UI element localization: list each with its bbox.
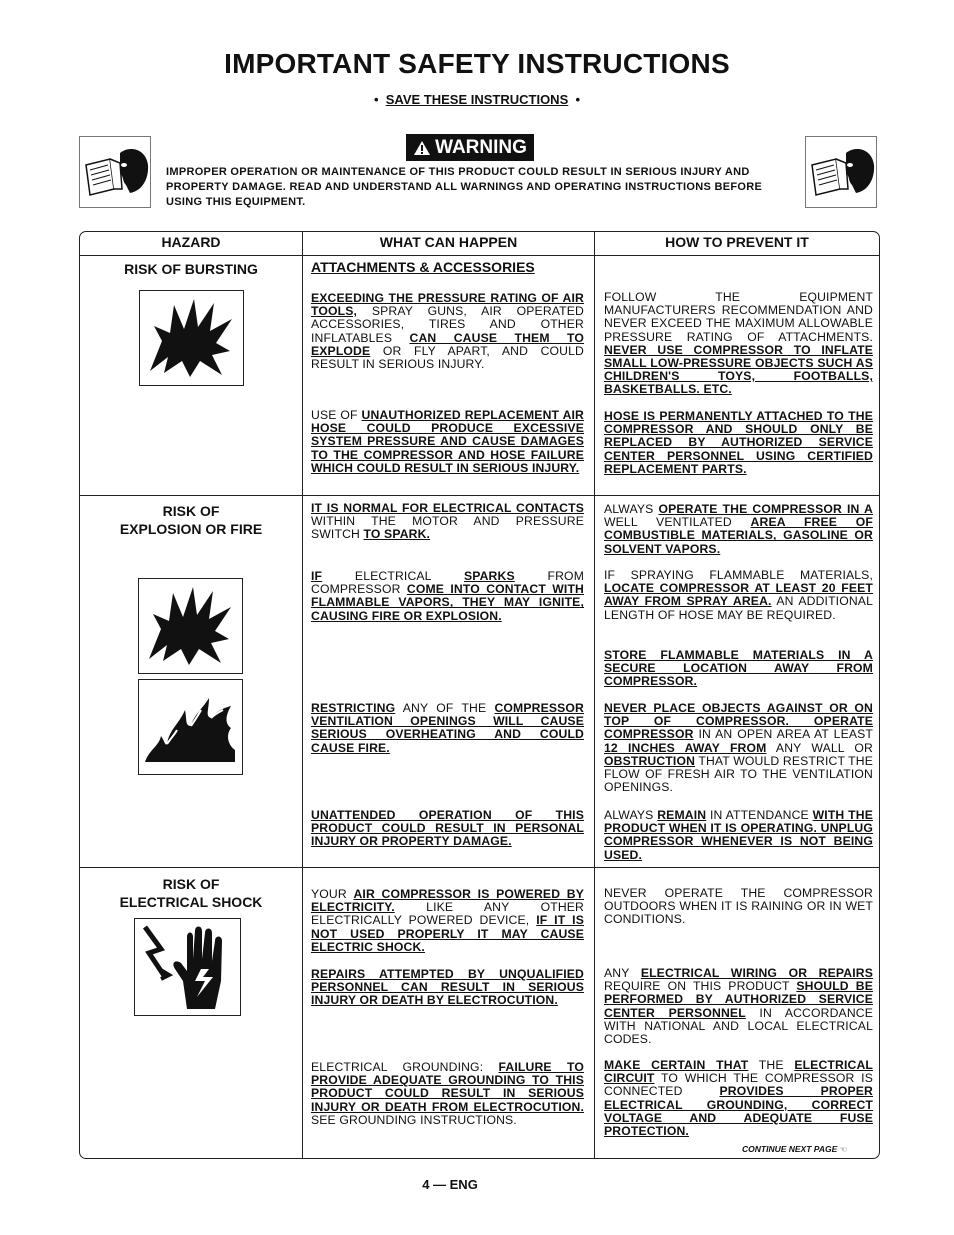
hazard-line: RISK OF [162, 876, 220, 892]
emphasis-text: UNAUTHORIZED REPLACEMENT AIR HOSE COULD PRODUCE EXCESSIVE SYSTEM PRESSURE AND CAUSE DAMAGES TO THE COMPRESSOR AND HOSE FAILURE WHICH COULD RESULT IN SERIOUS INJURY. [311, 408, 585, 475]
prevent-cell [604, 569, 873, 622]
header-divider [79, 255, 880, 256]
emphasis-text: FAILURE TO PROVIDE ADEQUATE GROUNDING TO THIS PRODUCT COULD RESULT IN SERIOUS INJURY OR DEATH FROM ELECTROCUTION. [311, 1060, 584, 1114]
emphasis-text: IF [311, 569, 323, 583]
header-hazard: HAZARD [161, 234, 221, 250]
bullet: • [373, 92, 379, 107]
emphasis-text: AIR COMPRESSOR IS POWERED BY ELECTRICITY. [311, 887, 584, 915]
page-number: 4 — ENG [422, 1177, 478, 1192]
happen-cell [311, 888, 584, 954]
explosion-icon [138, 578, 243, 674]
warning-badge [406, 134, 534, 161]
body-text: USE OF [311, 408, 362, 422]
body-text: WITHIN THE MOTOR AND PRESSURE SWITCH [311, 514, 584, 542]
hazard-line: RISK OF [162, 503, 220, 519]
hazard-line: EXPLOSION OR FIRE [119, 521, 263, 537]
body-text: OR FLY APART, AND COULD RESULT IN SERIOUS INJURY. [311, 343, 584, 372]
emphasis-text: OBSTRUCTION [604, 753, 696, 768]
emphasis-text: ELECTRICAL WIRING OR REPAIRS [640, 966, 873, 980]
warning-label: WARNING [435, 136, 527, 158]
emphasis-text: COMPRESSOR VENTILATION OPENINGS WILL CAUSE SERIOUS OVERHEATING AND COULD CAUSE FIRE. [311, 701, 584, 755]
read-manual-icon [79, 136, 151, 208]
read-manual-icon [805, 136, 877, 208]
body-text: ANY WALL OR [766, 740, 873, 755]
prevent-cell [604, 410, 873, 476]
prevent-cell [604, 702, 873, 794]
emphasis-text: CAN CAUSE THEM TO EXPLODE [311, 330, 585, 358]
body-text: THAT WOULD RESTRICT THE FLOW OF FRESH AIR TO THE VENTILATION OPENINGS. [604, 753, 873, 795]
pointing-hand-icon: ☜ [839, 1144, 848, 1154]
happen-cell [311, 809, 584, 849]
hazard-explosion-fire [80, 502, 302, 538]
explosion-icon [139, 290, 244, 386]
emphasis-text: REPAIRS ATTEMPTED BY UNQUALIFIED PERSONNEL CAN RESULT IN SERIOUS INJURY OR DEATH BY ELECTROCUTION. [311, 967, 584, 1008]
body-text: WELL VENTILATED [604, 515, 751, 530]
hazard-electrical-shock [80, 875, 302, 911]
prevent-cell [604, 1059, 873, 1138]
body-text: ANY [604, 966, 641, 980]
prevent-cell [604, 291, 873, 397]
happen-cell [311, 968, 584, 1008]
body-text: IN AN OPEN AREA AT LEAST [693, 727, 873, 742]
body-text: FROM COMPRESSOR [311, 569, 584, 597]
fire-icon [138, 679, 243, 775]
emphasis-text: OPERATE THE COMPRESSOR IN A [658, 502, 873, 516]
body-text: SPRAY GUNS, AIR OPERATED ACCESSORIES, TIRES AND OTHER INFLATABLES [311, 304, 584, 345]
happen-cell [311, 292, 584, 371]
hazard-line: ELECTRICAL SHOCK [119, 894, 263, 910]
emphasis-text: NEVER USE COMPRESSOR TO INFLATE SMALL LOW-PRESSURE OBJECTS SUCH AS CHILDREN'S TOYS, FOOTBALLS, BASKETBALLS. ETC. [604, 342, 873, 397]
body-text: FOLLOW THE EQUIPMENT MANUFACTURERS RECOMMENDATION AND NEVER EXCEED THE MAXIMUM ALLOWABLE PRESSURE RATING OF ATTACHMENTS. [604, 290, 873, 344]
emphasis-text: IT IS NORMAL FOR ELECTRICAL CONTACTS [311, 501, 584, 515]
row-divider [79, 495, 880, 496]
emphasis-text: IF IT IS NOT USED PROPERLY IT MAY CAUSE ELECTRIC SHOCK. [311, 913, 584, 954]
column-divider [594, 231, 595, 1159]
continue-text: CONTINUE NEXT PAGE [742, 1144, 838, 1154]
hazard-bursting: RISK OF BURSTING [124, 261, 258, 277]
body-text: LIKE ANY OTHER ELECTRICALLY POWERED DEVICE, [311, 900, 584, 928]
body-text: IF SPRAYING FLAMMABLE MATERIALS, [604, 568, 873, 582]
happen-cell [311, 409, 584, 475]
emphasis-text: STORE FLAMMABLE MATERIALS IN A SECURE LOCATION AWAY FROM COMPRESSOR. [604, 648, 873, 689]
emphasis-text: RESTRICTING [311, 701, 396, 715]
body-text: YOUR [311, 887, 354, 901]
save-instructions-text: SAVE THESE INSTRUCTIONS [385, 92, 569, 107]
emphasis-text: SPARKS [463, 569, 515, 583]
emphasis-text: REMAIN [657, 808, 707, 822]
emphasis-text: MAKE CERTAIN THAT [604, 1058, 749, 1072]
emphasis-text: NEVER PLACE OBJECTS AGAINST OR ON TOP OF COMPRESSOR. OPERATE COMPRESSOR [604, 701, 873, 742]
emphasis-text: ELECTRICAL CIRCUIT [604, 1058, 873, 1086]
emphasis-text: EXCEEDING THE PRESSURE RATING OF AIR TOOLS, [311, 291, 584, 319]
body-text: ELECTRICAL [322, 569, 464, 583]
body-text: IN ACCORDANCE WITH NATIONAL AND LOCAL ELECTRICAL CODES. [604, 1005, 873, 1047]
body-text: SEE GROUNDING INSTRUCTIONS. [311, 1112, 517, 1127]
header-what-can-happen: WHAT CAN HAPPEN [379, 234, 518, 250]
happen-cell [311, 570, 584, 623]
prevent-cell [604, 887, 873, 927]
happen-cell [311, 1061, 584, 1127]
emphasis-text: UNATTENDED OPERATION OF THIS PRODUCT COULD RESULT IN PERSONAL INJURY OR PROPERTY DAMAGE. [311, 808, 584, 849]
save-instructions-line [0, 92, 954, 107]
body-text: REQUIRE ON THIS PRODUCT [604, 979, 797, 994]
emphasis-text: AREA FREE OF COMBUSTIBLE MATERIALS, GASOLINE OR SOLVENT VAPORS. [604, 515, 873, 556]
body-text: ALWAYS [604, 808, 658, 822]
emphasis-text: TO SPARK. [363, 527, 431, 542]
body-text: ANY OF THE [395, 701, 495, 715]
warning-text: IMPROPER OPERATION OR MAINTENANCE OF THIS PRODUCT COULD RESULT IN SERIOUS INJURY AND PROPERTY DAMAGE. READ AND UNDERSTAND ALL WARNINGS AND OPERATING INSTRUCTIONS BEFORE USING THIS EQUIPMENT. [166, 166, 763, 208]
header-how-to-prevent: HOW TO PREVENT IT [665, 234, 809, 250]
happen-cell [311, 502, 584, 542]
body-text: ELECTRICAL GROUNDING: [311, 1060, 499, 1074]
prevent-cell [604, 967, 873, 1046]
body-text: IN ATTENDANCE [706, 808, 813, 822]
row-divider [79, 867, 880, 868]
prevent-cell [604, 503, 873, 556]
subheading-attachments: ATTACHMENTS & ACCESSORIES [311, 259, 535, 275]
electric-shock-icon [134, 918, 241, 1016]
column-divider [302, 231, 303, 1159]
body-text: TO WHICH THE COMPRESSOR IS CONNECTED [604, 1071, 873, 1099]
body-text: NEVER OPERATE THE COMPRESSOR OUTDOORS WHEN IT IS RAINING OR IN WET CONDITIONS. [604, 886, 873, 927]
emphasis-text: WITH THE PRODUCT WHEN IT IS OPERATING. UNPLUG COMPRESSOR WHENEVER IS NOT BEING USED. [604, 808, 873, 862]
emphasis-text: LOCATE COMPRESSOR AT LEAST 20 FEET AWAY FROM SPRAY AREA. [604, 581, 873, 609]
continue-next-page [742, 1144, 847, 1155]
alert-triangle-icon [413, 140, 431, 156]
body-text: ALWAYS [604, 502, 659, 516]
body-text: AN ADDITIONAL LENGTH OF HOSE MAY BE REQUIRED. [604, 594, 874, 622]
emphasis-text: SHOULD BE PERFORMED BY AUTHORIZED SERVICE CENTER PERSONNEL [604, 979, 873, 1020]
emphasis-text: PROVIDES PROPER ELECTRICAL GROUNDING, CORRECT VOLTAGE AND ADEQUATE FUSE PROTECTION. [604, 1084, 874, 1139]
prevent-cell [604, 809, 873, 862]
bullet: • [575, 92, 581, 107]
emphasis-text: HOSE IS PERMANENTLY ATTACHED TO THE COMPRESSOR AND SHOULD ONLY BE REPLACED BY AUTHORIZED SERVICE CENTER PERSONNEL USING CERTIFIED REPLACEMENT PARTS. [604, 409, 873, 476]
prevent-cell [604, 649, 873, 689]
emphasis-text: 12 INCHES AWAY FROM [604, 740, 767, 755]
happen-cell [311, 702, 584, 755]
page-title: IMPORTANT SAFETY INSTRUCTIONS [224, 48, 730, 79]
body-text: THE [748, 1058, 795, 1072]
emphasis-text: COME INTO CONTACT WITH FLAMMABLE VAPORS, THEY MAY IGNITE, CAUSING FIRE OR EXPLOSION. [311, 582, 584, 623]
